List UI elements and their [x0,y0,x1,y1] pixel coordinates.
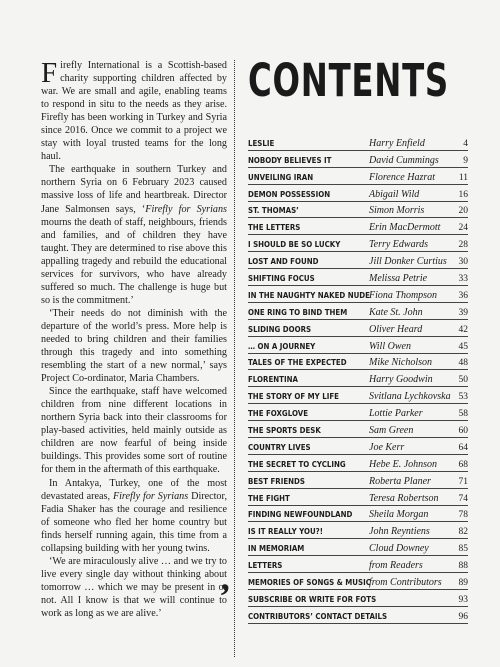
entry-title: UNVEILING IRAN [248,171,314,182]
entry-title: IS IT REALLY YOU?! [248,526,323,537]
entry-title: TALES OF THE EXPECTED [248,357,347,368]
contents-list [248,134,468,624]
entry-title: ONE RING TO BIND THEM [248,306,348,317]
contents-heading: CONTENTS [248,54,449,107]
contents-entry[interactable] [248,387,468,404]
entry-page-number: 74 [458,493,468,504]
contents-entry[interactable] [248,151,468,168]
entry-author: Roberta Planer [369,475,431,487]
contents-entry[interactable] [248,337,468,354]
entry-title: DEMON POSSESSION [248,188,331,199]
contents-entry[interactable] [248,539,468,556]
contents-entry[interactable] [248,235,468,252]
entry-author: Terry Edwards [369,239,428,251]
contents-entry[interactable] [248,590,468,607]
entry-title: CONTRIBUTORS’ CONTACT DETAILS [248,610,388,621]
entry-author: Svitlana Lychkovska [369,391,451,403]
closing-quote-mark: ’ [219,576,231,616]
entry-page-number: 58 [458,409,468,420]
entry-page-number: 53 [458,392,468,403]
entry-author: Cloud Downey [369,543,429,555]
entry-title: THE LETTERS [248,222,301,233]
contents-entry[interactable] [248,522,468,539]
contents-entry[interactable] [248,438,468,455]
entry-author: Teresa Robertson [369,492,439,504]
article-paragraph-1-text: irefly International is a Scottish-based charity supporting children affected by war. We are small and agile, enabling teams to respond in situ to the needs as they arise. Firefly has been working in Turkey and Syria since 2016. Once we commit to a project we stay with loyal trusted teams for the long haul. [41,60,227,163]
entry-author: Kate St. John [369,306,423,318]
article-paragraph-2-text-a: The earthquake in southern Turkey and northern Syria on 6 February 2023 caused massive loss of life and heartbreak. Director Jane Salmonsen says, ‘ [41,164,227,215]
entry-author: Erin MacDermott [369,222,441,234]
entry-page-number: 20 [458,206,468,217]
entry-author: Melissa Petrie [369,273,428,285]
entry-author: Sam Green [369,425,414,437]
entry-title: THE SPORTS DESK [248,425,321,436]
article-paragraph-4: Since the earthquake, staff have welcomed children from nine different locations in northern Syria back into their classrooms for play-based activities, held mainly outside as children are now fearful of being inside buildings. This provides some sort of routine for them in the aftermath of this earthquake. [41,386,227,476]
entry-page-number: 33 [458,274,468,285]
entry-author: Will Owen [369,340,411,352]
contents-entry[interactable] [248,489,468,506]
entry-title: FINDING NEWFOUNDLAND [248,509,353,520]
entry-page-number: 96 [458,611,468,622]
entry-page-number: 24 [458,223,468,234]
entry-title: … ON A JOURNEY [248,340,316,351]
entry-title: LOST AND FOUND [248,256,319,267]
entry-page-number: 64 [458,442,468,453]
entry-page-number: 48 [458,358,468,369]
contents-entry[interactable] [248,202,468,219]
entry-author: Simon Morris [369,205,425,217]
entry-page-number: 28 [458,240,468,251]
entry-page-number: 71 [458,476,468,487]
article-paragraph-6: ‘We are miraculously alive … and we try to live every single day without thinking about tomorrow … which we may be present in or not. All I know is that we will continue to work as long as we are alive.’ [41,555,227,619]
contents-entry[interactable] [248,286,468,303]
entry-title: LETTERS [248,560,283,571]
entry-page-number: 36 [458,290,468,301]
entry-page-number: 9 [463,155,468,166]
contents-entry[interactable] [248,506,468,523]
contents-entry[interactable] [248,303,468,320]
article-text [41,59,227,620]
entry-author: David Cummings [369,154,439,166]
entry-author: from Readers [369,560,423,572]
contents-entry[interactable] [248,472,468,489]
contents-entry[interactable] [248,269,468,286]
entry-title: COUNTRY LIVES [248,441,311,452]
entry-author: Lottie Parker [369,408,423,420]
entry-page-number: 16 [458,189,468,200]
entry-author: Joe Kerr [369,441,405,453]
entry-page-number: 4 [463,138,468,149]
article-paragraph-2-text-b: mourns the death of staff, neighbours, friends and families, and of children they have taught. They are determined to rise above this appalling tragedy and rebuild the educational services for survivors, who have already suffered so much. The challenge is huge but so is the commitment.’ [41,216,227,306]
entry-title: I SHOULD BE SO LUCKY [248,239,341,250]
entry-title: SUBSCRIBE OR WRITE FOR FOTS [248,593,377,604]
entry-author: Jill Donker Curtius [369,256,447,268]
entry-page-number: 42 [458,324,468,335]
entry-title: NOBODY BELIEVES IT [248,154,332,165]
entry-title: THE FIGHT [248,492,290,503]
entry-author: Fiona Thompson [369,289,438,301]
entry-title: LESLIE [248,137,275,148]
entry-author: Florence Hazrat [369,171,436,183]
entry-page-number: 78 [458,510,468,521]
entry-title: FLORENTINA [248,374,298,385]
entry-author: Sheila Morgan [369,509,429,521]
entry-page-number: 85 [458,544,468,555]
article-paragraph-1 [41,59,227,163]
entry-page-number: 50 [458,375,468,386]
entry-title: SLIDING DOORS [248,323,312,334]
entry-title: ST. THOMAS’ [248,205,299,216]
entry-author: Harry Enfield [369,137,425,149]
entry-author: Harry Goodwin [369,374,433,386]
organisation-name-italic: Firefly for Syrians [112,490,189,502]
contents-entry[interactable] [248,404,468,421]
drop-cap: F [41,57,58,89]
entry-author: Abigail Wild [369,188,420,200]
entry-title: BEST FRIENDS [248,475,305,486]
entry-page-number: 11 [458,172,468,183]
entry-page-number: 82 [458,527,468,538]
contents-entry[interactable] [248,320,468,337]
contents-entry[interactable] [248,573,468,590]
contents-entry[interactable] [248,556,468,573]
contents-entry[interactable] [248,218,468,235]
entry-title: SHIFTING FOCUS [248,273,315,284]
entry-page-number: 88 [458,561,468,572]
entry-author: Mike Nicholson [369,357,433,369]
contents-entry[interactable] [248,421,468,438]
entry-author: Hebe E. Johnson [369,458,438,470]
contents-entry[interactable] [248,607,468,624]
contents-entry[interactable] [248,455,468,472]
entry-page-number: 60 [458,426,468,437]
entry-page-number: 93 [458,594,468,605]
article-paragraph-5-text-b: Director, Fadia Shaker has the courage and resilience of someone who fled her home country but finds herself running again, this time from a collapsing building with her young twins. [41,490,227,554]
entry-page-number: 39 [458,307,468,318]
article-paragraph-3: ‘Their needs do not diminish with the departure of the world’s press. More help is needed to bring children and their families through this tragedy and into something resembling the start of a new normal,’ says Project Co-ordinator, Maria Chambers. [41,307,227,385]
entry-page-number: 30 [458,257,468,268]
entry-title: IN THE NAUGHTY NAKED NUDE [248,289,370,300]
entry-page-number: 68 [458,459,468,470]
entry-title: THE FOXGLOVE [248,408,309,419]
article-paragraph-5 [41,477,227,555]
entry-page-number: 89 [458,578,468,589]
entry-page-number: 45 [458,341,468,352]
article-paragraph-2 [41,163,227,307]
contents-entry[interactable] [248,134,468,151]
organisation-name-italic: Firefly for Syrians [145,203,227,215]
contents-entry[interactable] [248,168,468,185]
contents-entry[interactable] [248,370,468,387]
entry-title: MEMORIES OF SONGS & MUSIC [248,577,371,588]
entry-author: John Reyntiens [369,526,430,538]
entry-author: Oliver Heard [369,323,423,335]
entry-author: from Contributors [369,577,442,589]
contents-entry[interactable] [248,185,468,202]
article-paragraph-5-text-a: In Antakya, Turkey, one of the most devastated areas, [41,477,227,502]
entry-title: THE SECRET TO CYCLING [248,458,346,469]
entry-title: THE STORY OF MY LIFE [248,391,339,402]
entry-title: IN MEMORIAM [248,543,305,554]
dotted-column-divider [234,60,235,657]
contents-entry[interactable] [248,252,468,269]
contents-entry[interactable] [248,354,468,371]
